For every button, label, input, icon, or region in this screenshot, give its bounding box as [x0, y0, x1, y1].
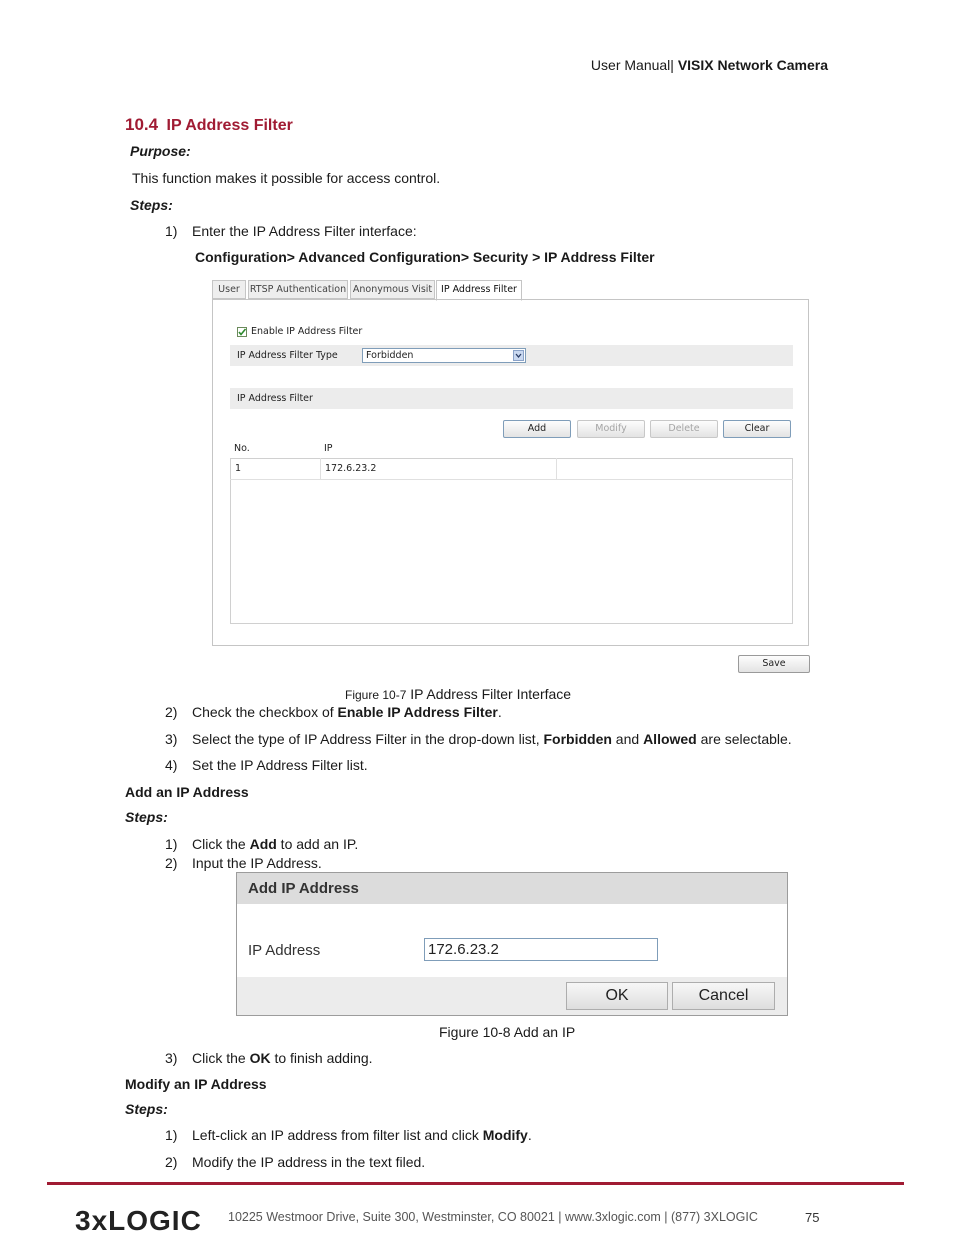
add-steps-label: Steps:: [125, 809, 168, 825]
modify-steps-label: Steps:: [125, 1101, 168, 1117]
steps-label: Steps:: [130, 197, 173, 213]
add-step-1-text: Click the Add to add an IP.: [192, 836, 359, 852]
step-3-num: 3): [165, 731, 178, 747]
ip-list-table: [230, 458, 793, 624]
tab-ip-address-filter[interactable]: IP Address Filter: [436, 280, 522, 301]
step-4-num: 4): [165, 757, 178, 773]
column-ip: IP: [324, 443, 333, 454]
modify-button[interactable]: Modify: [577, 420, 645, 438]
header-product: VISIX Network Camera: [677, 57, 828, 73]
modify-step-1-text: Left-click an IP address from filter list and click Modify.: [192, 1127, 532, 1143]
add-step-2-num: 2): [165, 855, 178, 871]
modify-step-2-num: 2): [165, 1154, 178, 1170]
dialog-title: Add IP Address: [248, 880, 359, 897]
add-ip-dialog: [236, 872, 788, 1016]
tab-user[interactable]: User: [212, 280, 246, 299]
step-2-num: 2): [165, 704, 178, 720]
add-button[interactable]: Add: [503, 420, 571, 438]
nav-path: Configuration> Advanced Configuration> Security > IP Address Filter: [195, 249, 655, 265]
dropdown-arrow-icon: [513, 350, 524, 361]
enable-filter-checkbox[interactable]: [237, 327, 247, 337]
add-step-2-text: Input the IP Address.: [192, 855, 322, 871]
step-1-num: 1): [165, 223, 178, 239]
footer-rule: [47, 1182, 904, 1185]
figure-1-caption: [345, 686, 571, 702]
step-4-text: Set the IP Address Filter list.: [192, 757, 368, 773]
ip-address-label: IP Address: [248, 942, 321, 959]
modify-step-2-text: Modify the IP address in the text filed.: [192, 1154, 426, 1170]
clear-button[interactable]: Clear: [723, 420, 791, 438]
ip-address-input[interactable]: [424, 938, 658, 961]
figure-1-prefix: Figure 10-7: [345, 688, 407, 702]
cancel-button[interactable]: Cancel: [672, 982, 775, 1010]
ip-address-value: 172.6.23.2: [428, 941, 499, 958]
tab-anonymous-visit[interactable]: Anonymous Visit: [350, 280, 435, 299]
footer-logo: [75, 1205, 202, 1235]
column-no: No.: [234, 443, 250, 454]
logo-text: 3xLOGIC: [75, 1205, 202, 1235]
step-2-text: Check the checkbox of Enable IP Address Filter.: [192, 704, 502, 720]
list-title-bar: [230, 388, 793, 409]
filter-type-label: IP Address Filter Type: [237, 350, 338, 361]
delete-button[interactable]: Delete: [650, 420, 718, 438]
section-number: 10.4: [125, 115, 159, 134]
add-step-3-text: Click the OK to finish adding.: [192, 1050, 373, 1066]
section-name: IP Address Filter: [166, 117, 293, 134]
list-title: IP Address Filter: [237, 393, 313, 404]
enable-filter-label: Enable IP Address Filter: [251, 326, 363, 337]
purpose-text: This function makes it possible for access control.: [132, 170, 441, 186]
step-3-text: Select the type of IP Address Filter in the drop-down list, Forbidden and Allowed are selectable.: [192, 731, 792, 747]
checkmark-icon: [237, 327, 247, 337]
footer-address: 10225 Westmoor Drive, Suite 300, Westminster, CO 80021 | www.3xlogic.com | (877) 3XLOGIC: [228, 1210, 758, 1224]
save-button[interactable]: Save: [738, 655, 810, 673]
filter-type-value: Forbidden: [366, 350, 414, 361]
row-ip: 172.6.23.2: [325, 463, 377, 474]
tab-rtsp-authentication[interactable]: RTSP Authentication: [248, 280, 348, 299]
figure-1-title: IP Address Filter Interface: [410, 686, 572, 702]
table-row[interactable]: [230, 458, 793, 480]
dialog-title-bar: [237, 873, 787, 904]
modify-heading: Modify an IP Address: [125, 1076, 267, 1092]
section-title: [125, 115, 293, 135]
figure-2-caption: Figure 10-8 Add an IP: [439, 1024, 576, 1040]
page-number: 75: [805, 1210, 820, 1225]
modify-step-1-num: 1): [165, 1127, 178, 1143]
running-header: [591, 57, 828, 73]
step-1-text: Enter the IP Address Filter interface:: [192, 223, 417, 239]
ok-button[interactable]: OK: [566, 982, 668, 1010]
purpose-label: Purpose:: [130, 143, 191, 159]
add-step-1-num: 1): [165, 836, 178, 852]
add-step-3-num: 3): [165, 1050, 178, 1066]
filter-type-select[interactable]: [362, 348, 526, 363]
add-heading: Add an IP Address: [125, 784, 249, 800]
header-manual: User Manual|: [590, 57, 674, 73]
row-no: 1: [235, 463, 242, 474]
